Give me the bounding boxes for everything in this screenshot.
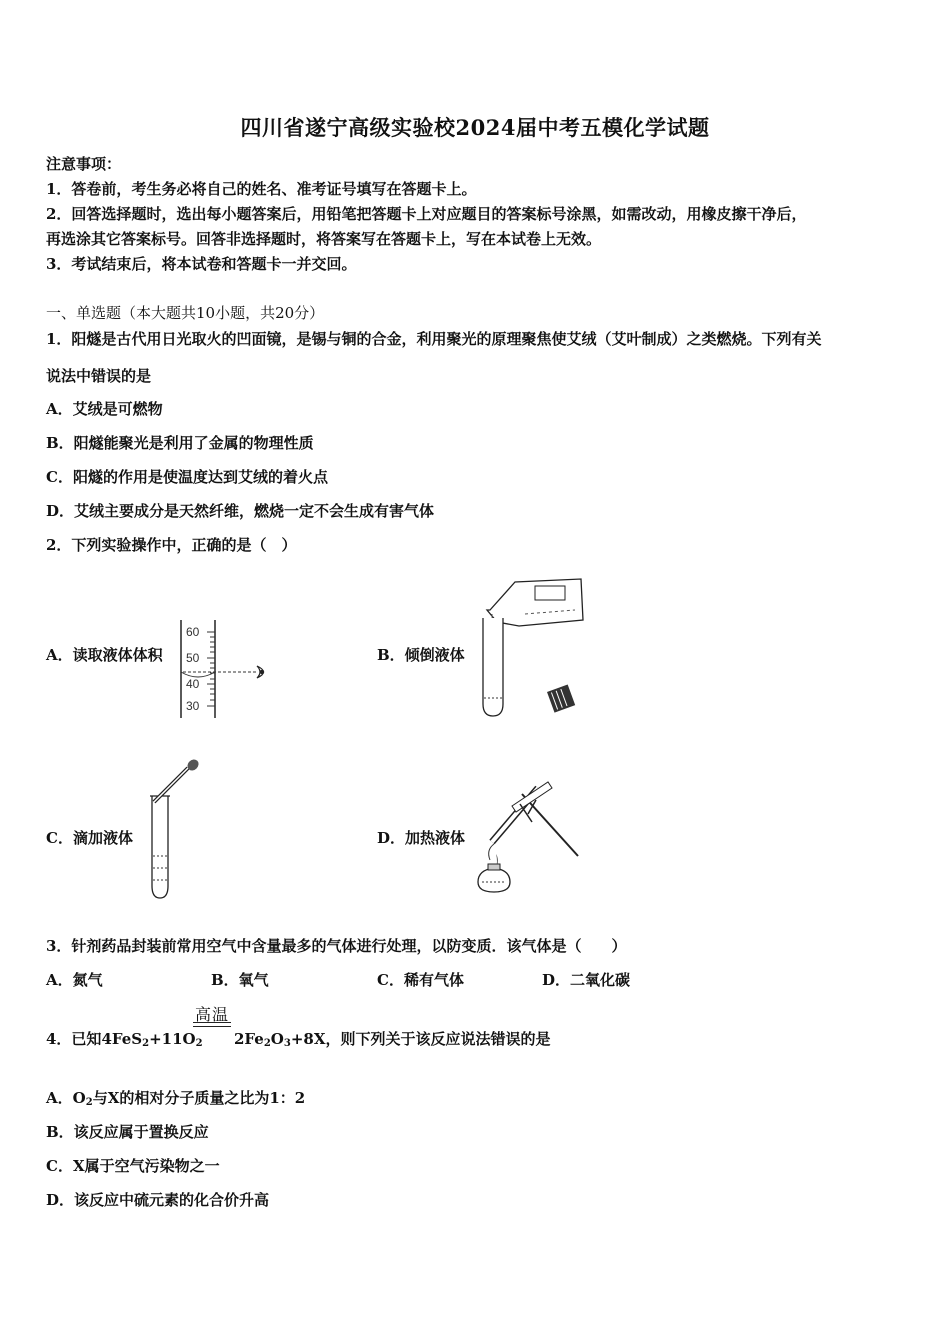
dropper-figure bbox=[142, 756, 212, 904]
q4-option-b: B．该反应属于置换反应 bbox=[46, 1123, 209, 1141]
tick-label: 50 bbox=[186, 651, 200, 665]
reactant: 4FeS bbox=[101, 1030, 143, 1048]
q4-prefix: 4．已知 bbox=[46, 1030, 102, 1048]
notice-item: 1．答卷前，考生务必将自己的姓名、准考证号填写在答题卡上。 bbox=[46, 180, 477, 198]
notice-item: 再选涂其它答案标号。回答非选择题时，将答案写在答题卡上，写在本试卷上无效。 bbox=[46, 230, 602, 248]
q2-option-b: B．倾倒液体 bbox=[377, 646, 465, 664]
tick-label: 60 bbox=[186, 625, 200, 639]
q1-option-d: D．艾绒主要成分是天然纤维，燃烧一定不会生成有害气体 bbox=[46, 502, 435, 520]
q2-option-c: C．滴加液体 bbox=[46, 829, 133, 847]
graduated-cylinder-figure bbox=[175, 618, 280, 720]
q2-stem: 2．下列实验操作中，正确的是（ ） bbox=[46, 536, 297, 554]
equals-line bbox=[193, 1022, 231, 1023]
option-a-text: 与X的相对分子质量之比为1：2 bbox=[92, 1089, 306, 1107]
q2-option-d: D．加热液体 bbox=[377, 829, 466, 847]
q4-option-d: D．该反应中硫元素的化合价升高 bbox=[46, 1191, 270, 1209]
q3-option-a: A．氮气 bbox=[46, 971, 103, 989]
pouring-liquid-figure bbox=[475, 574, 590, 724]
subscript: 2 bbox=[142, 1038, 150, 1049]
subscript: 2 bbox=[195, 1038, 203, 1049]
q3-option-c: C．稀有气体 bbox=[377, 971, 464, 989]
subscript: 3 bbox=[283, 1038, 291, 1049]
notice-item: 3．考试结束后，将本试卷和答题卡一并交回。 bbox=[46, 255, 357, 273]
q2-option-a: A．读取液体体积 bbox=[46, 646, 163, 664]
q4-option-c: C．X属于空气污染物之一 bbox=[46, 1157, 220, 1175]
q4-stem bbox=[46, 1028, 203, 1049]
subscript: 2 bbox=[85, 1097, 93, 1108]
q3-option-d: D．二氧化碳 bbox=[542, 971, 631, 989]
notice-item: 2．回答选择题时，选出每小题答案后，用铅笔把答题卡上对应题目的答案标号涂黑，如需改动，用橡皮擦干净后， bbox=[46, 205, 807, 223]
q1-option-c: C．阳燧的作用是使温度达到艾绒的着火点 bbox=[46, 468, 328, 486]
q1-stem-cont: 说法中错误的是 bbox=[46, 367, 152, 385]
reactant: +11O bbox=[149, 1030, 196, 1048]
product: 2Fe bbox=[234, 1030, 264, 1048]
q3-option-b: B．氧气 bbox=[211, 971, 269, 989]
product: O bbox=[270, 1030, 284, 1048]
q4-suffix: +8X，则下列关于该反应说法错误的是 bbox=[290, 1030, 551, 1048]
tick-label: 30 bbox=[186, 699, 200, 713]
section-heading: 一、单选题（本大题共10小题，共20分） bbox=[46, 304, 325, 322]
q4-option-a bbox=[46, 1087, 305, 1108]
equals-line bbox=[193, 1026, 231, 1027]
q3-stem: 3．针剂药品封装前常用空气中含量最多的气体进行处理，以防变质．该气体是（ ） bbox=[46, 937, 627, 955]
q4-stem-cont bbox=[234, 1028, 550, 1049]
q1-stem: 1．阳燧是古代用日光取火的凹面镜，是锡与铜的合金，利用聚光的原理聚焦使艾绒（艾叶制成）之类燃烧。下列有关 bbox=[46, 330, 822, 348]
reaction-condition: 高温 bbox=[195, 1005, 230, 1024]
option-a-prefix: A．O bbox=[46, 1089, 86, 1107]
tick-label: 40 bbox=[186, 677, 200, 691]
heating-liquid-figure bbox=[472, 770, 587, 898]
q1-option-b: B．阳燧能聚光是利用了金属的物理性质 bbox=[46, 434, 314, 452]
q1-option-a: A．艾绒是可燃物 bbox=[46, 400, 163, 418]
notice-heading: 注意事项： bbox=[46, 155, 122, 173]
subscript: 2 bbox=[263, 1038, 271, 1049]
page-title: 四川省遂宁高级实验校2024届中考五模化学试题 bbox=[240, 115, 710, 140]
